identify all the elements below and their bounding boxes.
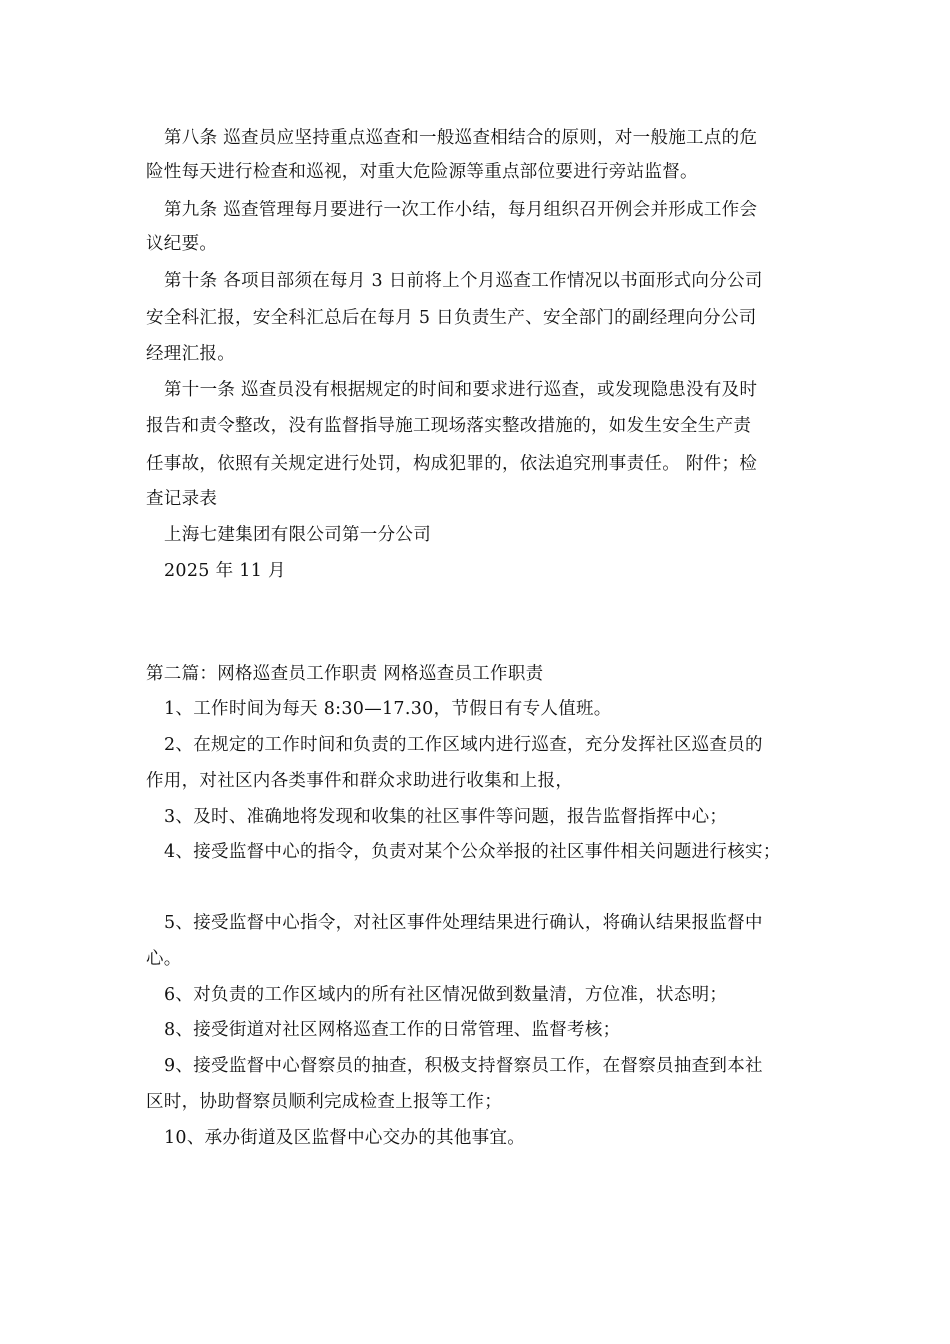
duty-item-6: 6、对负责的工作区域内的所有社区情况做到数量清，方位准，状态明； — [164, 985, 728, 1005]
document-date: 2025 年 11 月 — [164, 561, 286, 581]
duty-item-2-line-1: 2、在规定的工作时间和负责的工作区域内进行巡查，充分发挥社区巡查员的 — [164, 735, 763, 755]
company-name: 上海七建集团有限公司第一分公司 — [164, 525, 431, 545]
article-10-line-2: 安全科汇报，安全科汇总后在每月 5 日负责生产、安全部门的副经理向分公司 — [146, 308, 757, 328]
article-9-line-2: 议纪要。 — [146, 234, 218, 254]
article-10-line-1: 第十条 各项目部须在每月 3 日前将上个月巡查工作情况以书面形式向分公司 — [164, 271, 763, 291]
duty-item-2-line-2: 作用，对社区内各类事件和群众求助进行收集和上报， — [146, 771, 574, 791]
duty-item-5-line-2: 心。 — [146, 949, 182, 969]
article-10-line-3: 经理汇报。 — [146, 344, 235, 364]
duty-item-8: 8、接受街道对社区网格巡查工作的日常管理、监督考核； — [164, 1020, 621, 1040]
duty-item-1: 1、工作时间为每天 8:30—17.30，节假日有专人值班。 — [164, 699, 612, 719]
article-11-line-3: 任事故，依照有关规定进行处罚，构成犯罪的，依法追究刑事责任。 附件；检 — [146, 454, 758, 474]
duty-item-9-line-1: 9、接受监督中心督察员的抽查，积极支持督察员工作，在督察员抽查到本社 — [164, 1056, 763, 1076]
article-9-line-1: 第九条 巡查管理每月要进行一次工作小结，每月组织召开例会并形成工作会 — [164, 200, 758, 220]
duty-item-9-line-2: 区时，协助督察员顺利完成检查上报等工作； — [146, 1092, 502, 1112]
duty-item-4: 4、接受监督中心的指令，负责对某个公众举报的社区事件相关问题进行核实； — [164, 842, 781, 862]
duty-item-5-line-1: 5、接受监督中心指令，对社区事件处理结果进行确认，将确认结果报监督中 — [164, 913, 763, 933]
duty-item-10: 10、承办街道及区监督中心交办的其他事宜。 — [164, 1128, 526, 1148]
article-11-line-2: 报告和责令整改，没有监督指导施工现场落实整改措施的，如发生安全生产责 — [146, 416, 752, 436]
duty-item-3: 3、及时、准确地将发现和收集的社区事件等问题，报告监督指挥中心； — [164, 807, 728, 827]
article-11-line-1: 第十一条 巡查员没有根据规定的时间和要求进行巡查，或发现隐患没有及时 — [164, 380, 758, 400]
article-8-line-2: 险性每天进行检查和巡视，对重大危险源等重点部位要进行旁站监督。 — [146, 162, 698, 182]
article-8-line-1: 第八条 巡查员应坚持重点巡查和一般巡查相结合的原则，对一般施工点的危 — [164, 128, 758, 148]
section-heading: 第二篇：网格巡查员工作职责 网格巡查员工作职责 — [146, 664, 544, 684]
article-11-line-4: 查记录表 — [146, 489, 218, 509]
